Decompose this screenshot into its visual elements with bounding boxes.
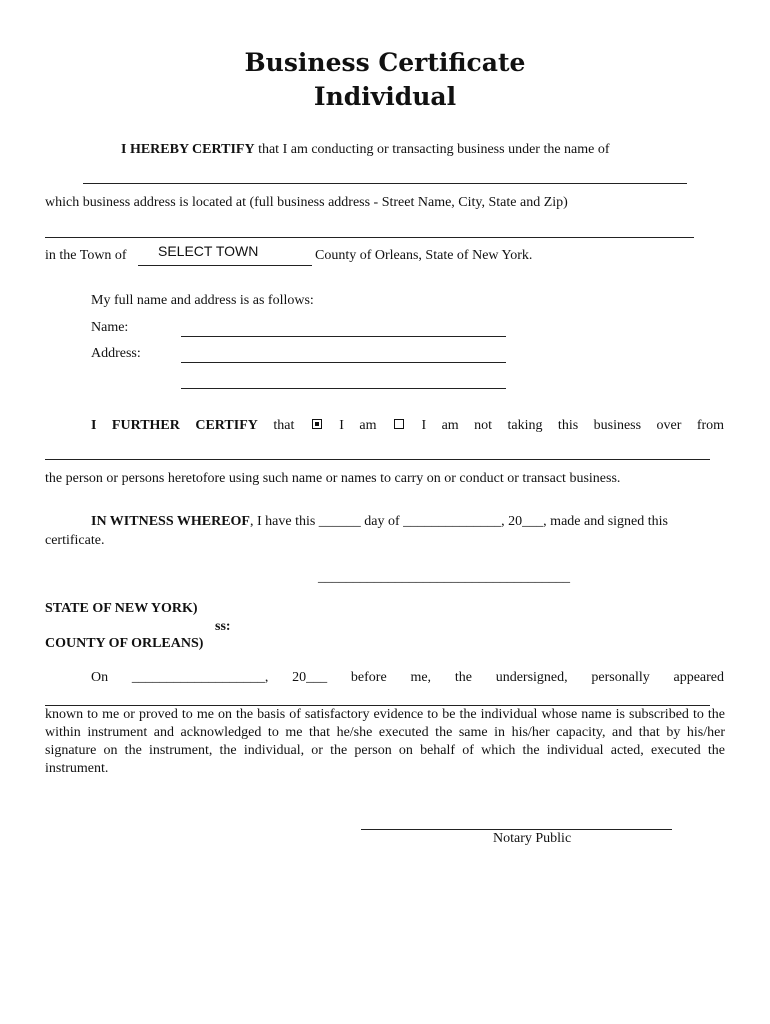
notary-signature-line[interactable] bbox=[361, 829, 672, 830]
previous-owner-field[interactable] bbox=[45, 459, 710, 460]
town-field-underline bbox=[138, 265, 312, 266]
am-not-option-label: I am not taking this business over from bbox=[421, 418, 725, 433]
further-certify-line bbox=[91, 418, 724, 434]
town-suffix: County of Orleans, State of New York. bbox=[315, 248, 533, 263]
ss-label: ss: bbox=[215, 619, 231, 634]
hereby-certify-lead: I HEREBY CERTIFY bbox=[121, 142, 255, 157]
address-field-line1[interactable] bbox=[181, 362, 506, 363]
on-word-4: before bbox=[350, 670, 387, 685]
name-label: Name: bbox=[91, 320, 129, 335]
business-address-field[interactable] bbox=[45, 237, 694, 238]
hereby-certify-text: that I am conducting or transacting business under the name of bbox=[258, 142, 610, 157]
witness-text: , I have this ______ day of ______________, 20___, made and signed this bbox=[249, 514, 668, 529]
on-word-9: appeared bbox=[673, 670, 725, 685]
further-word-2: FURTHER bbox=[111, 418, 180, 433]
witness-statement bbox=[91, 514, 668, 530]
on-word-6: the bbox=[454, 670, 472, 685]
on-word-7: undersigned, bbox=[495, 670, 568, 685]
full-name-intro: My full name and address is as follows: bbox=[91, 293, 314, 308]
town-select[interactable]: SELECT TOWN bbox=[158, 243, 259, 259]
on-word-1: On bbox=[91, 670, 109, 685]
further-word-1: I bbox=[91, 418, 97, 433]
am-option-label: I am bbox=[339, 418, 377, 433]
am-checkbox[interactable] bbox=[312, 419, 322, 429]
on-word-8: personally bbox=[591, 670, 650, 685]
notary-on-line bbox=[91, 670, 724, 686]
address-field-line2[interactable] bbox=[181, 388, 506, 389]
witness-continued: certificate. bbox=[45, 533, 105, 548]
document-subtitle: Individual bbox=[313, 82, 457, 111]
county-heading: COUNTY OF ORLEANS) bbox=[45, 636, 204, 651]
am-not-checkbox[interactable] bbox=[394, 419, 404, 429]
on-year-blank[interactable]: 20___ bbox=[292, 670, 328, 685]
town-prefix: in the Town of bbox=[45, 248, 127, 263]
state-heading: STATE OF NEW YORK) bbox=[45, 601, 198, 616]
signature-line[interactable]: ____________________________________ bbox=[318, 570, 570, 585]
address-label: Address: bbox=[91, 346, 141, 361]
heretofore-statement: the person or persons heretofore using such name or names to carry on or conduct or transact business. bbox=[45, 471, 621, 486]
business-address-instruction: which business address is located at (full business address - Street Name, City, State and Zip) bbox=[45, 195, 568, 210]
further-word-3: CERTIFY bbox=[195, 418, 258, 433]
hereby-certify-statement bbox=[121, 142, 610, 158]
further-word-4: that bbox=[273, 418, 295, 433]
on-word-5: me, bbox=[410, 670, 432, 685]
acknowledgment-paragraph: known to me or proved to me on the basis of satisfactory evidence to be the individual whose name is subscribed to the within instrument and acknowledged to me that he/she executed the same in his/her capacity, and that by his/her signature on the instrument, the individual, or the person on behalf of which the individual acted, executed the instrument. bbox=[45, 707, 725, 776]
witness-lead: IN WITNESS WHEREOF bbox=[91, 514, 250, 529]
notary-public-label: Notary Public bbox=[493, 831, 572, 846]
name-field[interactable] bbox=[181, 336, 506, 337]
business-name-field[interactable] bbox=[83, 183, 687, 184]
on-date-blank[interactable]: ___________________, bbox=[131, 670, 269, 685]
document-title: Business Certificate bbox=[244, 48, 526, 77]
